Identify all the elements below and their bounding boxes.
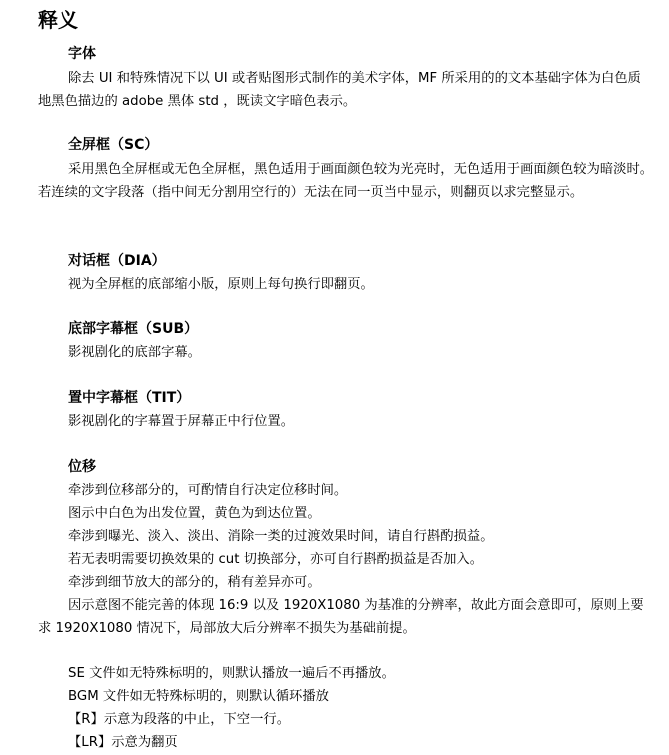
section-line-bottom-subtitle: 影视剧化的底部字幕。 [68,345,201,360]
section-heading-displacement: 位移 [68,459,96,475]
note-line-bgm: BGM 文件如无特殊标明的，则默认循环播放 [68,689,329,704]
section-paragraph-font: 除去 UI 和特殊情况下以 UI 或者贴图形式制作的美术字体，MF 所采用的的文本基础字体为白色质地黑色描边的 adobe 黑体 std ，既读文字暗色表示。 [38,71,641,109]
section-paragraph-fullscreen-box: 采用黑色全屏框或无色全屏框，黑色适用于画面颜色较为光亮时，无色适用于画面颜色较为暗淡时。若连续的文字段落（指中间无分割用空行的）无法在同一页当中显示，则翻页以求完整显示。 [38,162,654,200]
note-line-lr-marker: 【LR】示意为翻页 [68,735,178,750]
section-heading-fullscreen-box: 全屏框（SC） [68,137,159,153]
section-heading-bottom-subtitle: 底部字幕框（SUB） [68,321,199,337]
displacement-line: 牵涉到细节放大的部分的，稍有差异亦可。 [68,575,321,590]
section-line-centered-subtitle: 影视剧化的字幕置于屏幕正中行位置。 [68,414,295,429]
note-line-se: SE 文件如无特殊标明的，则默认播放一遍后不再播放。 [68,666,395,681]
displacement-line: 图示中白色为出发位置，黄色为到达位置。 [68,506,321,521]
section-heading-centered-subtitle: 置中字幕框（TIT） [68,390,191,406]
section-heading-font: 字体 [68,46,96,62]
section-line-dialog-box: 视为全屏框的底部缩小版，原则上每句换行即翻页。 [68,277,374,292]
section-paragraph-displacement: 因示意图不能完善的体现 16:9 以及 1920X1080 为基准的分辨率，故此方面会意即可，原则上要求 1920X1080 情况下，局部放大后分辨率不损失为基础前提。 [38,598,644,636]
section-heading-dialog-box: 对话框（DIA） [68,253,166,269]
displacement-line: 牵涉到位移部分的，可酌情自行决定位移时间。 [68,483,348,498]
displacement-line: 若无表明需要切换效果的 cut 切换部分，亦可自行斟酌损益是否加入。 [68,552,484,567]
note-line-r-marker: 【R】示意为段落的中止，下空一行。 [68,712,290,727]
displacement-line: 牵涉到曝光、淡入、淡出、消除一类的过渡效果时间，请自行斟酌损益。 [68,529,494,544]
page-title: 释义 [38,8,78,32]
